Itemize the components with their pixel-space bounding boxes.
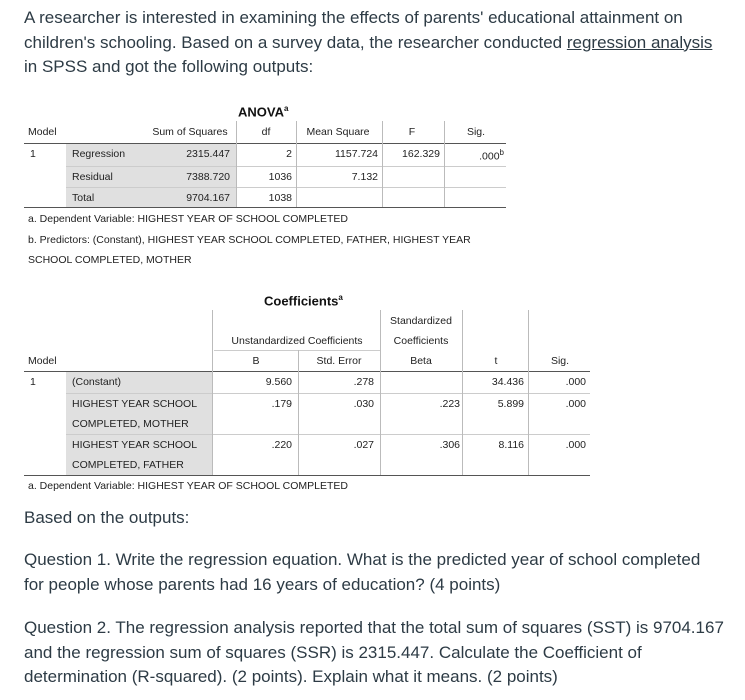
coef-header-model: Model [28, 355, 57, 367]
anova-row-regression-ss: 2315.447 [186, 148, 230, 160]
coef-row-father-label: HIGHEST YEAR SCHOOL COMPLETED, FATHER [72, 439, 198, 471]
anova-title: ANOVA$^a$ [238, 104, 289, 120]
coef-row-father-beta: .306 [439, 439, 460, 451]
anova-header-df: df [261, 126, 271, 138]
coef-row-mother-b: .179 [271, 398, 292, 410]
anova-model-number: 1 [30, 148, 36, 160]
coef-model-number: 1 [30, 376, 36, 388]
anova-row-regression-f: 162.329 [402, 148, 440, 160]
anova-header-ms: Mean Square [306, 126, 370, 138]
coef-row-constant-b: 9.560 [265, 376, 292, 388]
anova-footnote-b-line2: SCHOOL COMPLETED, MOTHER [28, 254, 192, 266]
anova-row-total-df: 1038 [268, 192, 292, 204]
coef-header-se: Std. Error [316, 355, 362, 367]
anova-header-model: Model [28, 126, 57, 138]
coef-header-sig: Sig. [550, 355, 570, 367]
coef-row-father-sig: .000 [565, 439, 586, 451]
coef-header-std-line2: Coefficients [393, 335, 449, 347]
anova-row-regression-label: Regression [72, 148, 126, 160]
anova-header-ss: Sum of Squares [152, 126, 228, 138]
regression-analysis-link[interactable]: regression analysis [566, 32, 713, 52]
anova-row-residual-ms: 7.132 [351, 171, 378, 183]
coef-row-mother-t: 5.899 [497, 398, 524, 410]
coef-row-mother-beta: .223 [439, 398, 460, 410]
intro-text-before: A researcher is interested in examining the effects of parents' educational attainment on children's schooling. Based on a survey data, the researcher conducted [24, 8, 683, 52]
coef-header-beta: Beta [410, 355, 432, 367]
anova-header-f: F [408, 126, 416, 138]
coef-row-constant-se: .278 [353, 376, 374, 388]
coef-row-mother-sig: .000 [565, 398, 586, 410]
coef-row-mother-label: HIGHEST YEAR SCHOOL COMPLETED, MOTHER [72, 398, 198, 430]
intro-text-after: in SPSS and got the following outputs: [24, 57, 314, 76]
coef-row-father-t: 8.116 [498, 439, 524, 451]
anova-row-residual-df: 1036 [268, 171, 292, 183]
anova-row-total-label: Total [72, 192, 95, 204]
anova-row-residual-label: Residual [72, 171, 113, 183]
coef-row-mother-se: .030 [353, 398, 374, 410]
coef-row-constant-label: (Constant) [72, 376, 122, 388]
coef-row-constant-sig: .000 [565, 376, 586, 388]
anova-row-regression-ms: 1157.724 [334, 148, 378, 160]
coef-row-father-se: .027 [353, 439, 374, 451]
anova-footnote-a: a. Dependent Variable: HIGHEST YEAR OF SCHOOL COMPLETED [28, 213, 348, 225]
coef-header-t: t [494, 355, 498, 367]
anova-row-residual-ss: 7388.720 [186, 171, 230, 183]
question-2: Question 2. The regression analysis reported that the total sum of squares (SST) is 9704.167 and the regression sum of squares (SSR) is 2315.447. Calculate the Coefficient of determination (R-squared). (2 points). Explain what it means. (2 points) [24, 618, 724, 686]
coef-header-unstd: Unstandardized Coefficients [231, 335, 363, 347]
anova-footnote-b-line1: b. Predictors: (Constant), HIGHEST YEAR SCHOOL COMPLETED, FATHER, HIGHEST YEAR [28, 234, 471, 246]
anova-header-sig: Sig. [466, 126, 486, 138]
coef-row-father-b: .220 [271, 439, 292, 451]
coef-header-std-line1: Standardized [390, 315, 452, 327]
coef-header-b: B [252, 355, 260, 367]
coefficients-title: Coefficients$^a$ [264, 293, 343, 309]
coef-footnote: a. Dependent Variable: HIGHEST YEAR OF SCHOOL COMPLETED [28, 480, 348, 492]
question-1: Question 1. Write the regression equation. What is the predicted year of school completed for people whose parents had 16 years of education? (4 points) [24, 550, 701, 594]
based-on-outputs: Based on the outputs: [24, 508, 190, 527]
coef-row-constant-t: 34.436 [491, 376, 524, 388]
anova-row-total-ss: 9704.167 [186, 192, 230, 204]
anova-row-regression-df: 2 [286, 148, 292, 160]
anova-row-regression-sig: .000$^b$ [479, 148, 504, 163]
